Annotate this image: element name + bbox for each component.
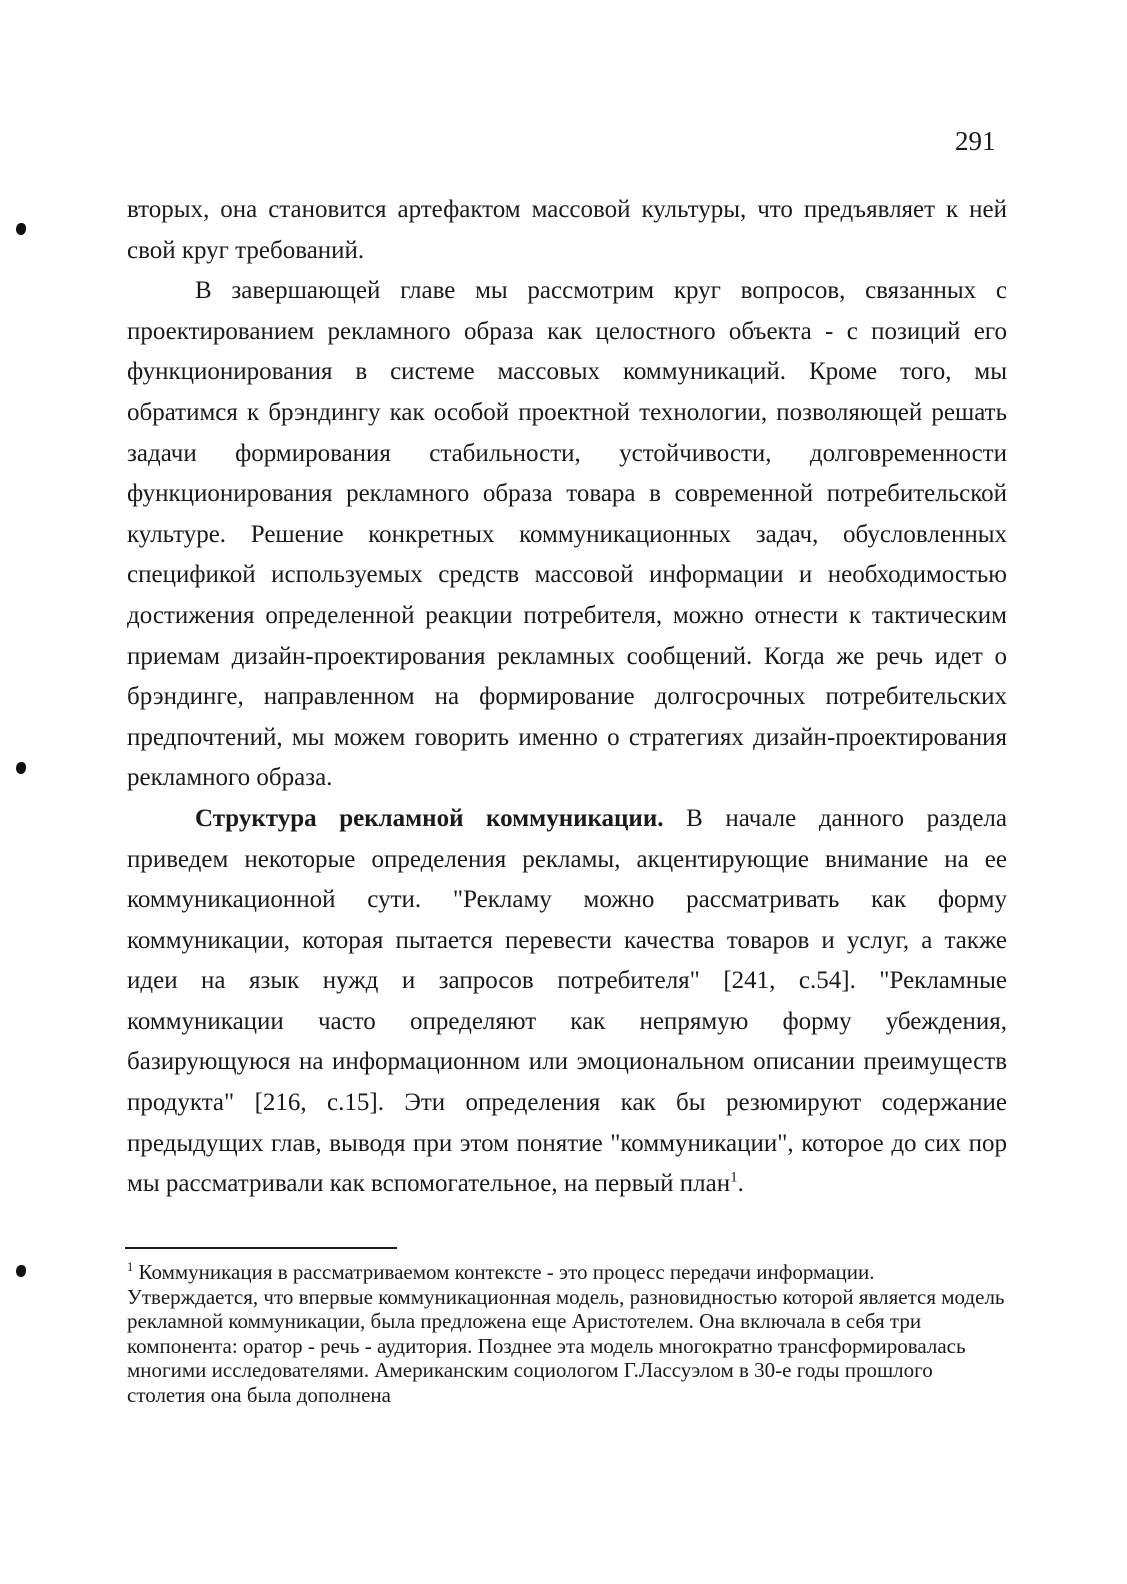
binding-hole-mark-bottom bbox=[16, 1265, 26, 1277]
footnote-body: Коммуникация в рассматриваемом контексте - это процесс передачи информации. Утверждается, что впервые коммуникационная модель, разновидностью которой является модель рекламной коммуникации, была предложена еще Аристотелем. Она включала в себя три компонента: оратор - речь - аудитория. Позднее эта модель многократно трансформировалась многими исследователями. Американским социологом Г.Лассуэлом в 30-е годы прошлого столетия она была дополнена bbox=[127, 1260, 1005, 1407]
footnote-divider bbox=[125, 1247, 397, 1249]
paragraph-structure-body: В начале данного раздела приведем некоторые определения рекламы, акцентирующие внимание на ее коммуникационной сути. "Рекламу можно рассматривать как форму коммуникации, которая пытается перевести качества товаров и услуг, а также идеи на язык нужд и запросов потребителя" [241, с.54]. "Рекламные коммуникации часто определяют как непрямую форму убеждения, базирующуюся на информационном или эмоциональном описании преимуществ продукта" [216, с.15]. Эти определения как бы резюмируют содержание предыдущих глав, выводя при этом понятие "коммуникации", которое до сих пор мы рассматривали как вспомогательное, на первый план bbox=[127, 804, 1007, 1198]
footnote-marker: 1 bbox=[127, 1260, 134, 1274]
paragraph-final-chapter: В завершающей главе мы рассмотрим круг вопросов, связанных с проектированием рекламного образа как целостного объекта - с позиций его функционирования в системе массовых коммуникаций. Кроме того, мы обратимся к брэндингу как особой проектной технологии, позволяющей решать задачи формирования стабильности, устойчивости, долговременности функционирования рекламного образа товара в современной потребительской культуре. Решение конкретных коммуникационных задач, обусловленных спецификой используемых средств массовой информации и необходимостью достижения определенной реакции потребителя, можно отнести к тактическим приемам дизайн-проектирования рекламных сообщений. Когда же речь идет о брэндинге, направленном на формирование долгосрочных потребительских предпочтений, мы можем говорить именно о стратегиях дизайн-проектирования рекламного образа. bbox=[127, 277, 1007, 792]
main-text bbox=[127, 190, 1007, 1205]
binding-hole-mark-middle bbox=[16, 762, 26, 774]
footnote-reference: 1 bbox=[730, 1169, 738, 1186]
page-number: 291 bbox=[955, 126, 996, 156]
binding-hole-mark-top bbox=[16, 223, 26, 235]
paragraph-structure: Структура рекламной коммуникации. В начале данного раздела приведем некоторые определения рекламы, акцентирующие внимание на ее коммуникационной сути. "Рекламу можно рассматривать как форму коммуникации, которая пытается перевести качества товаров и услуг, а также идеи на язык нужд и запросов потребителя" [241, с.54]. "Рекламные коммуникации часто определяют как непрямую форму убеждения, базирующуюся на информационном или эмоциональном описании преимуществ продукта" [216, с.15]. Эти определения как бы резюмируют содержание предыдущих глав, выводя при этом понятие "коммуникации", которое до сих пор мы рассматривали как вспомогательное, на первый план$^1$. bbox=[127, 804, 1007, 1198]
section-heading: Структура рекламной коммуникации. bbox=[195, 804, 664, 832]
paragraph-continuation: вторых, она становится артефактом массовой культуры, что предъявляет к ней свой круг требований. bbox=[127, 196, 1007, 264]
footnote bbox=[127, 1260, 1007, 1407]
